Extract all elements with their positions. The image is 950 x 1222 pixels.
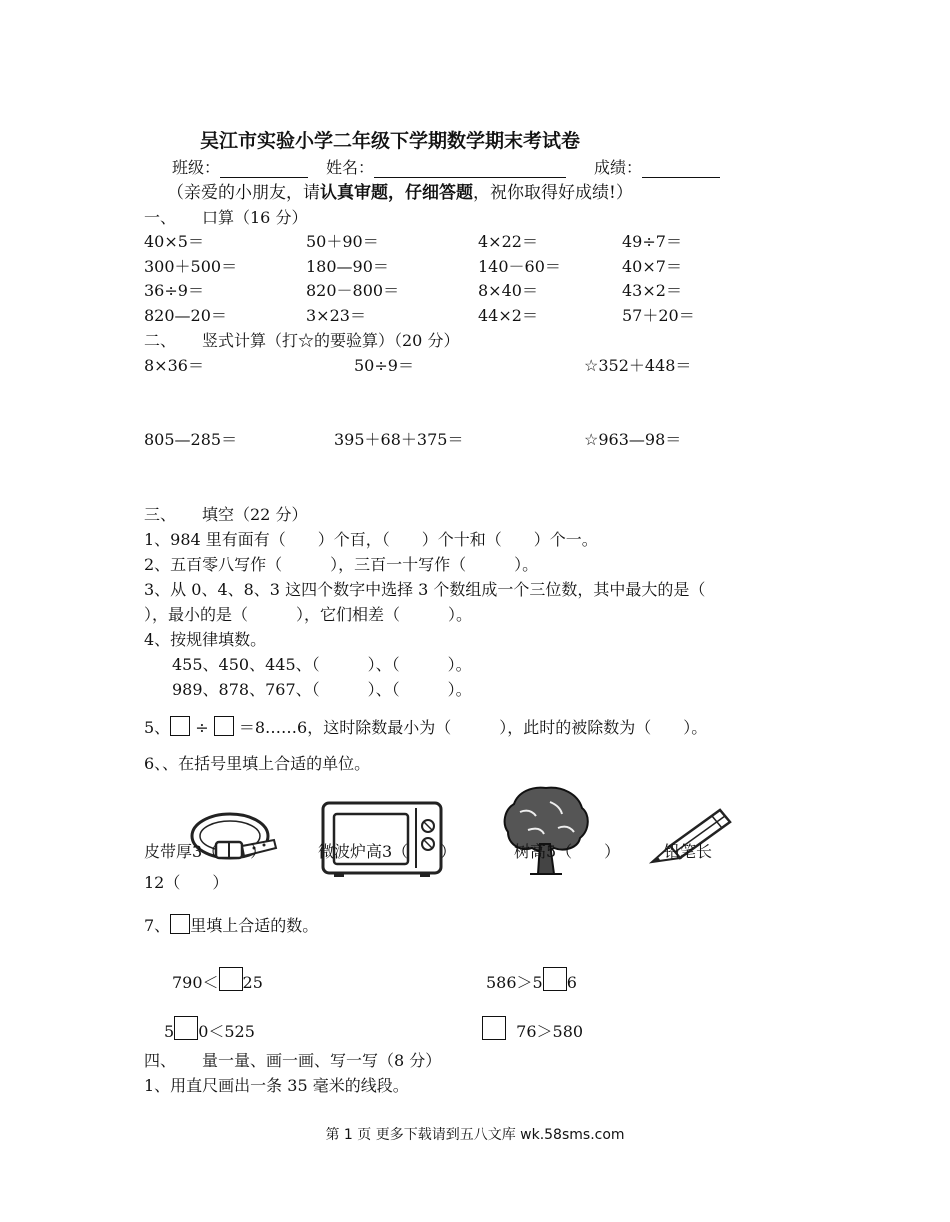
name-blank	[374, 161, 566, 178]
fill-q1: 1、984 里有面有（ ）个百，（ ）个十和（ ）个一。	[144, 530, 598, 549]
fill-q7-number: 7、	[144, 916, 171, 935]
section-1-heading	[144, 205, 307, 228]
divide-sign: ÷	[195, 718, 209, 737]
oral-calc-item: 44×2＝	[478, 306, 538, 325]
oral-calc-item: 57＋20＝	[622, 306, 695, 325]
fill-q3-line1: 3、从 0、4、8、3 这四个数字中选择 3 个数组成一个三位数，其中最大的是（	[144, 580, 706, 599]
q6-tree-label: 树高5（ ）	[514, 842, 621, 861]
fill-q4: 4、按规律填数。	[144, 630, 267, 649]
class-field	[172, 155, 308, 178]
section-1-number: 一、	[144, 208, 177, 227]
score-label: 成绩：	[594, 158, 643, 177]
q7-item-b-left: 586＞5	[486, 973, 543, 992]
q7-item-b-box	[543, 967, 567, 991]
measure-q1: 1、用直尺画出一条 35 毫米的线段。	[144, 1076, 409, 1095]
dividend-box	[170, 716, 190, 736]
fill-q3-line2: ），最小的是（ ），它们相差（ ）。	[144, 605, 473, 624]
section-1-title: 口算（16 分）	[202, 208, 308, 227]
oral-calc-item: 820—20＝	[144, 306, 227, 325]
vertical-calc-6: ☆963—98＝	[584, 430, 682, 449]
q6-pencil-value: 12（ ）	[144, 873, 229, 892]
fill-q6: 6、、在括号里填上合适的单位。	[144, 754, 371, 773]
oral-calc-item: 36÷9＝	[144, 281, 204, 300]
vertical-calc-4: 805—285＝	[144, 430, 238, 449]
vertical-calc-5: 395＋68＋375＝	[334, 430, 464, 449]
vertical-calc-3: ☆352＋448＝	[584, 356, 692, 375]
oral-calc-item: 40×7＝	[622, 257, 682, 276]
q7-item-c-left: 5	[164, 1022, 175, 1041]
fill-q2: 2、五百零八写作（ ），三百一十写作（ ）。	[144, 555, 539, 574]
oral-calc-item: 3×23＝	[306, 306, 366, 325]
page-footer: 第 1 页 更多下载请到五八文库 wk.58sms.com	[325, 1127, 625, 1143]
score-blank	[642, 161, 720, 178]
q7-item-c-box	[174, 1016, 198, 1040]
oral-calc-item: 820－800＝	[306, 281, 400, 300]
q6-oven-label: 微波炉高3（ ）	[318, 842, 457, 861]
section-2-heading	[144, 328, 459, 351]
tree-icon	[500, 782, 592, 878]
q7-item-b-right: 6	[566, 973, 577, 992]
q7-item-c	[164, 1016, 255, 1042]
oral-calc-item: 140－60＝	[478, 257, 561, 276]
oral-calc-item: 4×22＝	[478, 232, 538, 251]
oral-calc-item: 180—90＝	[306, 257, 389, 276]
section-4-number: 四、	[144, 1051, 177, 1070]
greeting-part-1: （亲爱的小朋友，请	[167, 183, 320, 203]
q6-pencil-label: 铅笔长	[664, 842, 713, 861]
section-3-title: 填空（22 分）	[202, 505, 308, 524]
section-3-number: 三、	[144, 505, 177, 524]
answer-box	[170, 914, 190, 934]
oral-calc-item: 50＋90＝	[306, 232, 379, 251]
page-title: 吴江市实验小学二年级下学期数学期末考试卷	[200, 130, 581, 152]
q6-belt-label: 皮带厚3（ ）	[144, 842, 267, 861]
q7-item-a-box	[219, 967, 243, 991]
divisor-box	[214, 716, 234, 736]
vertical-calc-1: 8×36＝	[144, 356, 204, 375]
fill-q7-text: 里填上合适的数。	[190, 916, 319, 935]
class-blank	[220, 161, 308, 178]
section-2-title: 竖式计算（打☆的要验算）（20 分）	[202, 331, 460, 350]
q7-item-b	[486, 967, 577, 993]
greeting-emphasis: 认真审题，仔细答题	[320, 183, 473, 203]
section-2-number: 二、	[144, 331, 177, 350]
fill-q4-seq1: 455、450、445、（ ）、（ ）。	[172, 655, 472, 674]
class-label: 班级：	[172, 158, 221, 177]
q7-item-d	[482, 1016, 583, 1042]
oral-calc-item: 8×40＝	[478, 281, 538, 300]
fill-q5-number: 5、	[144, 718, 171, 737]
fill-q7	[144, 913, 318, 936]
oral-calc-item: 40×5＝	[144, 232, 204, 251]
section-4-title: 量一量、画一画、写一写（8 分）	[202, 1051, 442, 1070]
section-3-heading	[144, 502, 307, 525]
fill-q5-text: ＝8……6，这时除数最小为（ ），此时的被除数为（ ）。	[238, 718, 708, 737]
q7-item-d-box	[482, 1016, 506, 1040]
oral-calc-item: 300＋500＝	[144, 257, 238, 276]
oral-calc-item: 49÷7＝	[622, 232, 682, 251]
oral-calc-item: 43×2＝	[622, 281, 682, 300]
score-field	[594, 155, 720, 178]
greeting-part-2: ，祝你取得好成绩!）	[473, 183, 633, 203]
fill-q4-seq2: 989、878、767、（ ）、（ ）。	[172, 680, 472, 699]
section-4-heading	[144, 1048, 441, 1071]
q7-item-c-right: 0＜525	[198, 1022, 255, 1041]
name-label: 姓名：	[326, 158, 375, 177]
greeting	[167, 178, 633, 203]
q7-item-d-right: 76＞580	[516, 1022, 584, 1041]
name-field	[326, 155, 566, 178]
q7-item-a-right: 25	[242, 973, 263, 992]
q7-item-a	[172, 967, 263, 993]
fill-q5	[144, 715, 707, 738]
vertical-calc-2: 50÷9＝	[354, 356, 414, 375]
q7-item-a-left: 790＜	[172, 973, 219, 992]
